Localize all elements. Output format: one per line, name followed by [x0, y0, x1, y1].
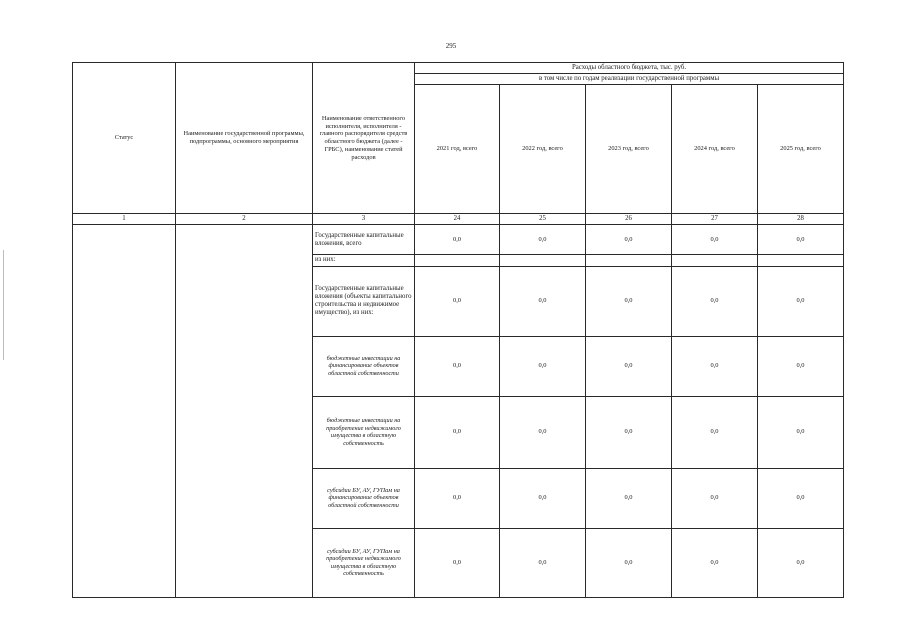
header-budget-group: Расходы областного бюджета, тыс. руб. [415, 63, 844, 74]
page-number: 295 [445, 42, 457, 50]
header-year-2025: 2025 год, всего [758, 85, 844, 214]
row-label: Государственные капитальные вложения (объекты капитального строительства и недвижимое имущество), из них: [313, 266, 415, 336]
header-year-2023: 2023 год, всего [586, 85, 672, 214]
value-cell: 0,0 [586, 528, 672, 597]
value-cell: 0,0 [586, 266, 672, 336]
value-cell: 0,0 [672, 336, 758, 396]
row-label: субсидии БУ, АУ, ГУПам на финансирование объектов областной собственности [313, 468, 415, 528]
header-year-2021: 2021 год, всего [415, 85, 500, 214]
column-number: 27 [672, 214, 758, 225]
value-cell: 0,0 [586, 468, 672, 528]
value-cell [758, 255, 844, 266]
value-cell: 0,0 [758, 225, 844, 255]
value-cell: 0,0 [500, 266, 586, 336]
table-row [73, 225, 844, 255]
value-cell: 0,0 [415, 336, 500, 396]
row-label: бюджетные инвестиции на приобретение недвижимого имущества в областную собственность [313, 396, 415, 468]
value-cell [415, 255, 500, 266]
value-cell: 0,0 [415, 266, 500, 336]
value-cell: 0,0 [500, 336, 586, 396]
column-number-row [73, 214, 844, 225]
value-cell: 0,0 [672, 468, 758, 528]
budget-table [72, 62, 844, 598]
header-executor: Наименование ответственного исполнителя, исполнителя - главного распорядителя средств областного бюджета (далее - ГРБС), наименование статей расходов [313, 63, 415, 214]
value-cell: 0,0 [500, 225, 586, 255]
header-program-name: Наименование государственной программы, подпрограммы, основного мероприятия [176, 63, 313, 214]
header-status: Статус [73, 63, 176, 214]
value-cell: 0,0 [415, 468, 500, 528]
value-cell: 0,0 [586, 336, 672, 396]
value-cell [500, 255, 586, 266]
value-cell: 0,0 [758, 336, 844, 396]
program-cell-empty [176, 225, 313, 597]
row-label: субсидии БУ, АУ, ГУПам на приобретение недвижимого имущества в областную собственность [313, 528, 415, 597]
column-number: 24 [415, 214, 500, 225]
row-label: бюджетные инвестиции на финансирование объектов областной собственности [313, 336, 415, 396]
column-number: 3 [313, 214, 415, 225]
value-cell: 0,0 [672, 225, 758, 255]
value-cell: 0,0 [415, 225, 500, 255]
value-cell: 0,0 [672, 266, 758, 336]
value-cell: 0,0 [415, 528, 500, 597]
value-cell [586, 255, 672, 266]
value-cell: 0,0 [500, 396, 586, 468]
status-cell-empty [73, 225, 176, 597]
value-cell: 0,0 [758, 528, 844, 597]
row-label: из них: [313, 255, 415, 266]
header-by-years-group: в том числе по годам реализации государственной программы [415, 74, 844, 85]
header-year-2024: 2024 год, всего [672, 85, 758, 214]
value-cell: 0,0 [758, 396, 844, 468]
column-number: 2 [176, 214, 313, 225]
row-label: Государственные капитальные вложения, всего [313, 225, 415, 255]
value-cell: 0,0 [672, 528, 758, 597]
column-number: 1 [73, 214, 176, 225]
scan-margin-line [3, 250, 4, 360]
value-cell: 0,0 [586, 225, 672, 255]
value-cell: 0,0 [586, 396, 672, 468]
value-cell: 0,0 [500, 468, 586, 528]
value-cell [672, 255, 758, 266]
value-cell: 0,0 [758, 266, 844, 336]
header-year-2022: 2022 год, всего [500, 85, 586, 214]
column-number: 26 [586, 214, 672, 225]
column-number: 25 [500, 214, 586, 225]
value-cell: 0,0 [500, 528, 586, 597]
value-cell: 0,0 [672, 396, 758, 468]
value-cell: 0,0 [758, 468, 844, 528]
column-number: 28 [758, 214, 844, 225]
value-cell: 0,0 [415, 396, 500, 468]
